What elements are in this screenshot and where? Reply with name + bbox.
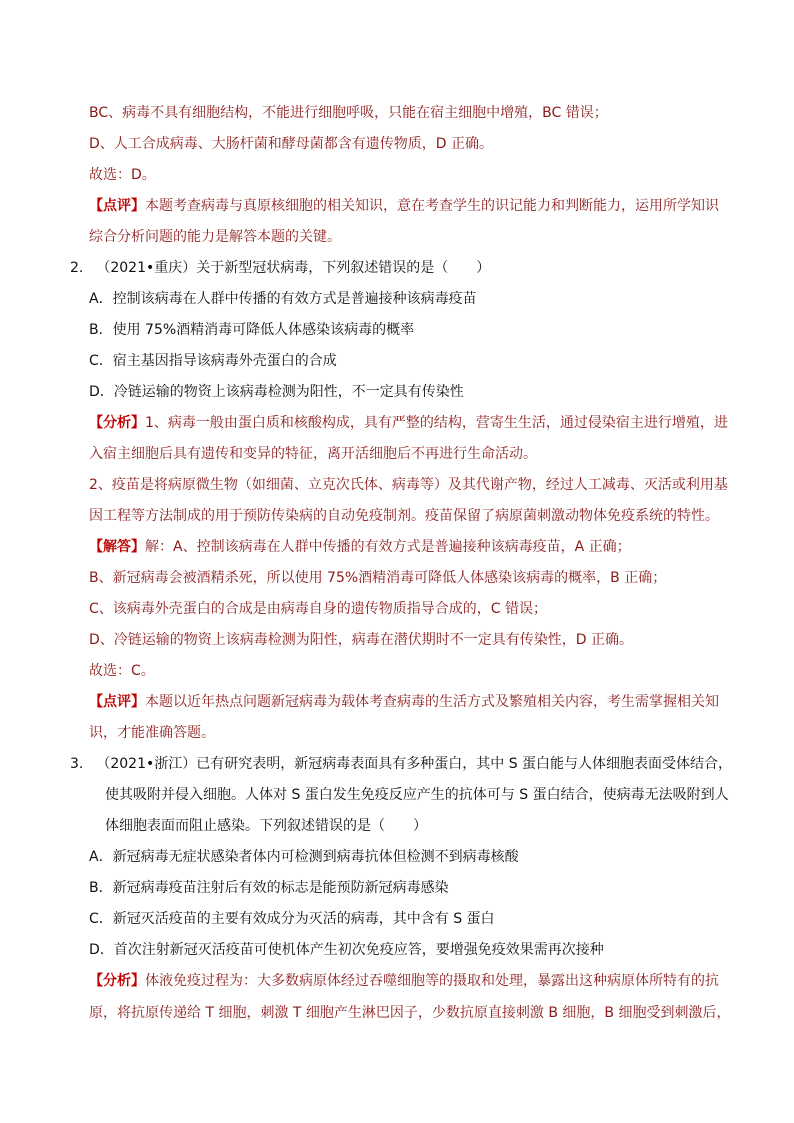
- solution-line: 【解答】解：A、控制该病毒在人群中传播的有效方式是普遍接种该病毒疫苗，A 正确；: [89, 539, 631, 555]
- option-c: C．宿主基因指导该病毒外壳蛋白的合成: [89, 353, 337, 369]
- text-line: 入宿主细胞后具有遗传和变异的特征，离开活细胞后不再进行生命活动。: [89, 446, 537, 462]
- comment-tag: 【点评】: [89, 694, 145, 710]
- text-line: 故选：C。: [89, 663, 155, 679]
- comment-tag: 【点评】: [89, 198, 145, 214]
- option-d: D．冷链运输的物资上该病毒检测为阳性，不一定具有传染性: [89, 384, 464, 400]
- comment-line: 【点评】本题以近年热点问题新冠病毒为载体考查病毒的生活方式及繁殖相关内容，考生需掌握相关知: [89, 694, 719, 710]
- option-a: A．新冠病毒无症状感染者体内可检测到病毒抗体但检测不到病毒核酸: [89, 849, 519, 865]
- text-line: 使其吸附并侵入细胞。人体对 S 蛋白发生免疫反应产生的抗体可与 S 蛋白结合，使病毒无法吸附到人: [105, 787, 729, 803]
- comment-line: 【点评】本题考查病毒与真原核细胞的相关知识，意在考查学生的识记能力和判断能力，运用所学知识: [89, 198, 719, 214]
- option-b: B．使用 75%酒精消毒可降低人体感染该病毒的概率: [89, 322, 415, 338]
- question-3: 3. （2021•浙江）已有研究表明，新冠病毒表面具有多种蛋白，其中 S 蛋白能与人体细胞表面受体结合，: [70, 756, 733, 772]
- solution-tag: 【解答】: [89, 539, 145, 555]
- analysis-tag: 【分析】: [89, 415, 145, 431]
- option-b: B．新冠病毒疫苗注射后有效的标志是能预防新冠病毒感染: [89, 880, 449, 896]
- text-line: C、该病毒外壳蛋白的合成是由病毒自身的遗传物质指导合成的，C 错误；: [89, 601, 547, 617]
- question-number: 2.: [70, 260, 84, 276]
- text-line: B、新冠病毒会被酒精杀死，所以使用 75%酒精消毒可降低人体感染该病毒的概率，B 正确；: [89, 570, 667, 586]
- text-line: BC、病毒不具有细胞结构，不能进行细胞呼吸，只能在宿主细胞中增殖，BC 错误；: [89, 105, 608, 121]
- analysis-tag: 【分析】: [89, 973, 145, 989]
- text-line: 识，才能准确答题。: [89, 725, 215, 741]
- question-2: 2. （2021•重庆）关于新型冠状病毒，下列叙述错误的是（ ）: [70, 260, 491, 276]
- option-a: A．控制该病毒在人群中传播的有效方式是普遍接种该病毒疫苗: [89, 291, 477, 307]
- text-line: 体细胞表面而阻止感染。下列叙述错误的是（ ）: [105, 818, 427, 834]
- option-d: D．首次注射新冠灭活疫苗可使机体产生初次免疫应答，要增强免疫效果需再次接种: [89, 942, 604, 958]
- text-line: 因工程等方法制成的用于预防传染病的自动免疫制剂。疫苗保留了病原菌刺激动物体免疫系统的特性。: [89, 508, 719, 524]
- analysis-line: 【分析】1、病毒一般由蛋白质和核酸构成，具有严整的结构，营寄生生活，通过侵染宿主进行增殖，进: [89, 415, 728, 431]
- text-line: 原，将抗原传递给 T 细胞，刺激 T 细胞产生淋巴因子，少数抗原直接刺激 B 细胞，B 细胞受到刺激后，: [89, 1005, 731, 1021]
- text-line: 综合分析问题的能力是解答本题的关键。: [89, 229, 341, 245]
- analysis-line: 【分析】体液免疫过程为：大多数病原体经过吞噬细胞等的摄取和处理，暴露出这种病原体所特有的抗: [89, 973, 719, 989]
- option-c: C．新冠灭活疫苗的主要有效成分为灭活的病毒，其中含有 S 蛋白: [89, 911, 495, 927]
- text-line: 2、疫苗是将病原微生物（如细菌、立克次氏体、病毒等）及其代谢产物，经过人工减毒、灭活或利用基: [89, 477, 728, 493]
- text-line: D、人工合成病毒、大肠杆菌和酵母菌都含有遗传物质，D 正确。: [89, 136, 494, 152]
- text-line: 故选：D。: [89, 167, 156, 183]
- text-line: D、冷链运输的物资上该病毒检测为阳性，病毒在潜伏期时不一定具有传染性，D 正确。: [89, 632, 634, 648]
- question-number: 3.: [70, 756, 84, 772]
